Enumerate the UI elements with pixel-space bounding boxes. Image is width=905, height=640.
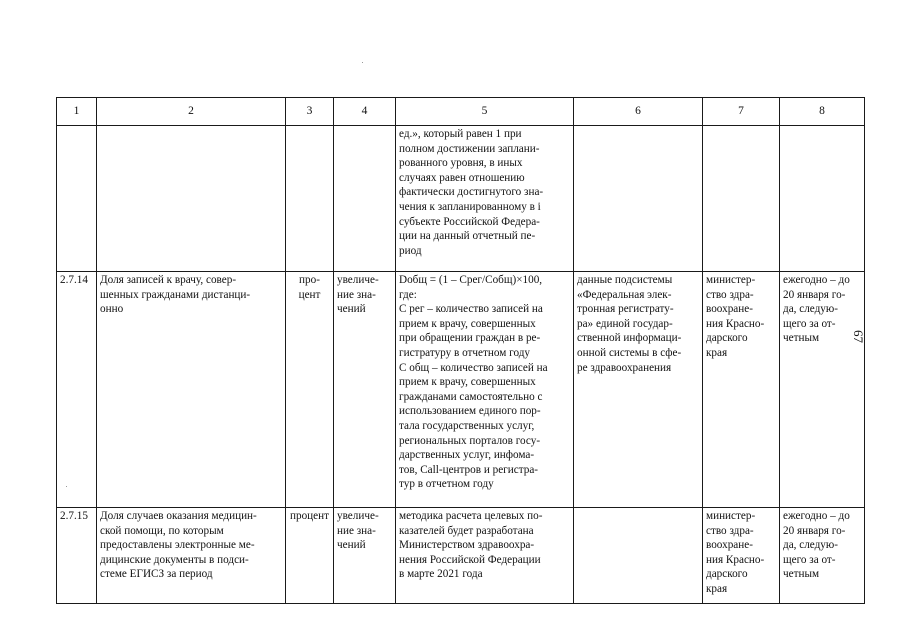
cell-number: 2.7.14 (57, 272, 97, 508)
indicators-table (56, 97, 865, 604)
cell-unit: про- цент (286, 272, 334, 508)
cell-source: данные подсистемы «Федеральная элек- тронная регистрату- ра» единой государ- ственной информаци- онной системы в сфе- ре здравоохранения (574, 272, 703, 508)
table-row (57, 126, 865, 272)
cell-source (574, 508, 703, 604)
cell-deadline: ежегодно – до 20 января го- да, следую- щего за от- четным (780, 508, 865, 604)
cell-indicator (97, 126, 286, 272)
scan-speck (362, 62, 363, 63)
cell-deadline (780, 126, 865, 272)
header-cell: 2 (97, 98, 286, 126)
cell-trend: увеличе- ние зна- чений (334, 508, 396, 604)
cell-responsible: министер- ство здра- воохране- ния Красно- дарского края (703, 508, 780, 604)
cell-number (57, 126, 97, 272)
cell-indicator: Доля записей к врачу, совер- шенных гражданами дистанци- онно (97, 272, 286, 508)
header-cell: 5 (396, 98, 574, 126)
header-cell: 7 (703, 98, 780, 126)
cell-trend (334, 126, 396, 272)
cell-indicator: Доля случаев оказания медицин- ской помощи, по которым предоставлены электронные ме- дицинские документы в подси- стеме ЕГИСЗ за период (97, 508, 286, 604)
header-cell: 6 (574, 98, 703, 126)
cell-source (574, 126, 703, 272)
cell-responsible: министер- ство здра- воохране- ния Красно- дарского края (703, 272, 780, 508)
table-row (57, 508, 865, 604)
cell-responsible (703, 126, 780, 272)
header-cell: 3 (286, 98, 334, 126)
table-row (57, 272, 865, 508)
header-row (57, 98, 865, 126)
cell-number: 2.7.15 (57, 508, 97, 604)
header-cell: 8 (780, 98, 865, 126)
cell-method: ед.», который равен 1 при полном достижении заплани- рованного уровня, в иных случаях равен отношению фактически достигнутого зна- чения к запланированному в i субъекте Российской Федера- ции на данный отчетный пе- риод (396, 126, 574, 272)
header-cell: 1 (57, 98, 97, 126)
cell-unit (286, 126, 334, 272)
page-number: 67 (851, 330, 866, 343)
cell-unit: процент (286, 508, 334, 604)
cell-method: методика расчета целевых по- казателей будет разработана Министерством здравоохра- нения Российской Федерации в марте 2021 года (396, 508, 574, 604)
cell-deadline: ежегодно – до 20 января го- да, следую- щего за от- четным (780, 272, 865, 508)
cell-trend: увеличе- ние зна- чений (334, 272, 396, 508)
cell-method: Dобщ = (1 – Срег/Собщ)×100, где: С рег – количество записей на прием к врачу, совершенных при обращении граждан в ре- гистратуру в отчетном году С общ – количество записей на прием к врачу, совершенных гражданами самостоятельно с использованием единого пор- тала государственных услуг, региональных порталов госу- дарственных услуг, инфома- тов, Call-центров и регистра- тур в отчетном году (396, 272, 574, 508)
header-cell: 4 (334, 98, 396, 126)
